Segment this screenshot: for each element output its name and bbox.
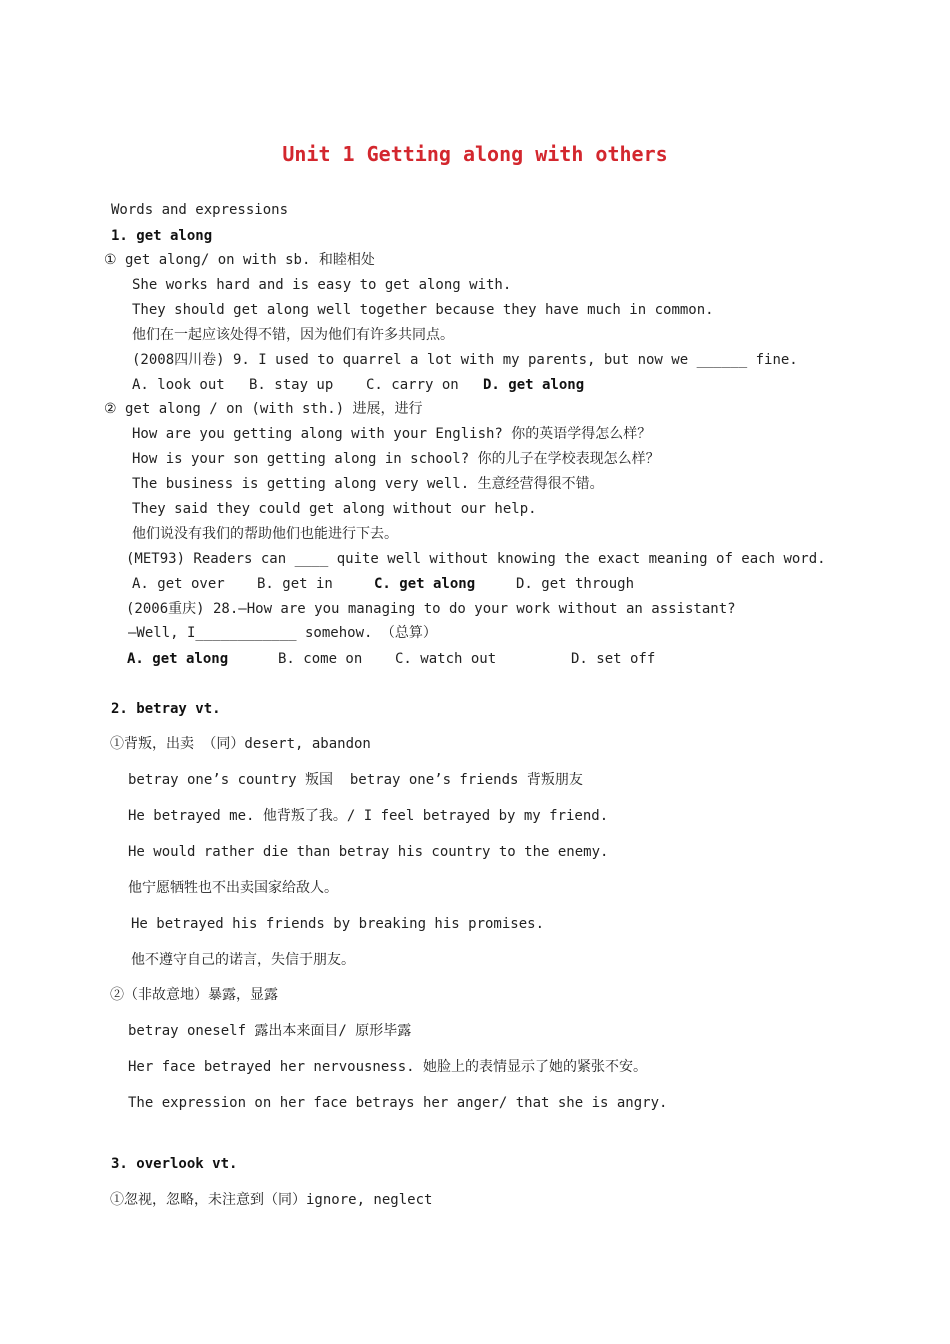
exam-options-2 <box>132 575 634 593</box>
example-line: They said they could get along without our help. <box>132 501 537 517</box>
option-b: B. stay up <box>249 377 334 393</box>
option-b: B. get in <box>257 576 333 592</box>
entry-heading-get-along: 1. get along <box>111 228 213 244</box>
option-d: D. get through <box>516 576 635 592</box>
example-line: Her face betrayed her nervousness. 她脸上的表情显示了她的紧张不安。 <box>128 1059 648 1075</box>
option-d: D. set off <box>571 651 656 667</box>
example-translation: 他们在一起应该处得不错，因为他们有许多共同点。 <box>132 327 454 343</box>
example-translation: 他不遵守自己的诺言，失信于朋友。 <box>131 952 355 968</box>
option-a: A. look out <box>132 377 225 393</box>
exam-question-1: (2008四川卷) 9. I used to quarrel a lot with my parents, but now we ______ fine. <box>132 352 798 368</box>
option-d-answer: D. get along <box>483 377 585 393</box>
example-line: He betrayed me. 他背叛了我。/ I feel betrayed by my friend. <box>128 808 609 824</box>
example-line: betray one’s country 叛国 betray one’s friends 背叛朋友 <box>128 772 583 788</box>
sense-1-1: ① get along/ on with sb. 和睦相处 <box>104 252 375 268</box>
sense-1-2: ② get along / on (with sth.) 进展，进行 <box>104 401 423 417</box>
example-line: She works hard and is easy to get along with. <box>132 277 512 293</box>
example-line: He would rather die than betray his country to the enemy. <box>128 844 609 860</box>
option-a-answer: A. get along <box>127 651 229 667</box>
example-translation: 他宁愿牺牲也不出卖国家给敌人。 <box>128 880 338 896</box>
example-line: They should get along well together because they have much in common. <box>132 302 714 318</box>
option-b: B. come on <box>278 651 363 667</box>
section-heading: Words and expressions <box>111 202 289 218</box>
option-c: C. watch out <box>395 651 497 667</box>
option-c: C. carry on <box>366 377 459 393</box>
exam-question-3-answer-line: —Well, I____________ somehow. （总算） <box>128 625 437 641</box>
example-line: How is your son getting along in school? 你的儿子在学校表现怎么样？ <box>132 451 660 467</box>
example-line: He betrayed his friends by breaking his promises. <box>131 916 545 932</box>
exam-question-2: (MET93) Readers can ____ quite well without knowing the exact meaning of each word. <box>126 551 826 567</box>
sense-2-2: ②（非故意地）暴露，显露 <box>110 987 278 1003</box>
entry-heading-overlook: 3. overlook vt. <box>111 1156 238 1172</box>
sense-2-1: ①背叛，出卖 （同）desert, abandon <box>110 736 371 752</box>
exam-options-1 <box>132 376 584 394</box>
exam-question-3: (2006重庆) 28.—How are you managing to do your work without an assistant? <box>126 601 736 617</box>
example-line: The expression on her face betrays her anger/ that she is angry. <box>128 1095 668 1111</box>
page-title: Unit 1 Getting along with others <box>282 142 668 166</box>
option-c-answer: C. get along <box>374 576 476 592</box>
entry-heading-betray: 2. betray vt. <box>111 701 221 717</box>
example-line: betray oneself 露出本来面目/ 原形毕露 <box>128 1023 412 1039</box>
example-translation: 他们说没有我们的帮助他们也能进行下去。 <box>132 526 398 542</box>
example-line: The business is getting along very well. 生意经营得很不错。 <box>132 476 604 492</box>
option-a: A. get over <box>132 576 225 592</box>
example-line: How are you getting along with your English? 你的英语学得怎么样？ <box>132 426 652 442</box>
exam-options-3 <box>127 650 655 668</box>
sense-3-1: ①忽视，忽略，未注意到（同）ignore, neglect <box>110 1192 433 1208</box>
